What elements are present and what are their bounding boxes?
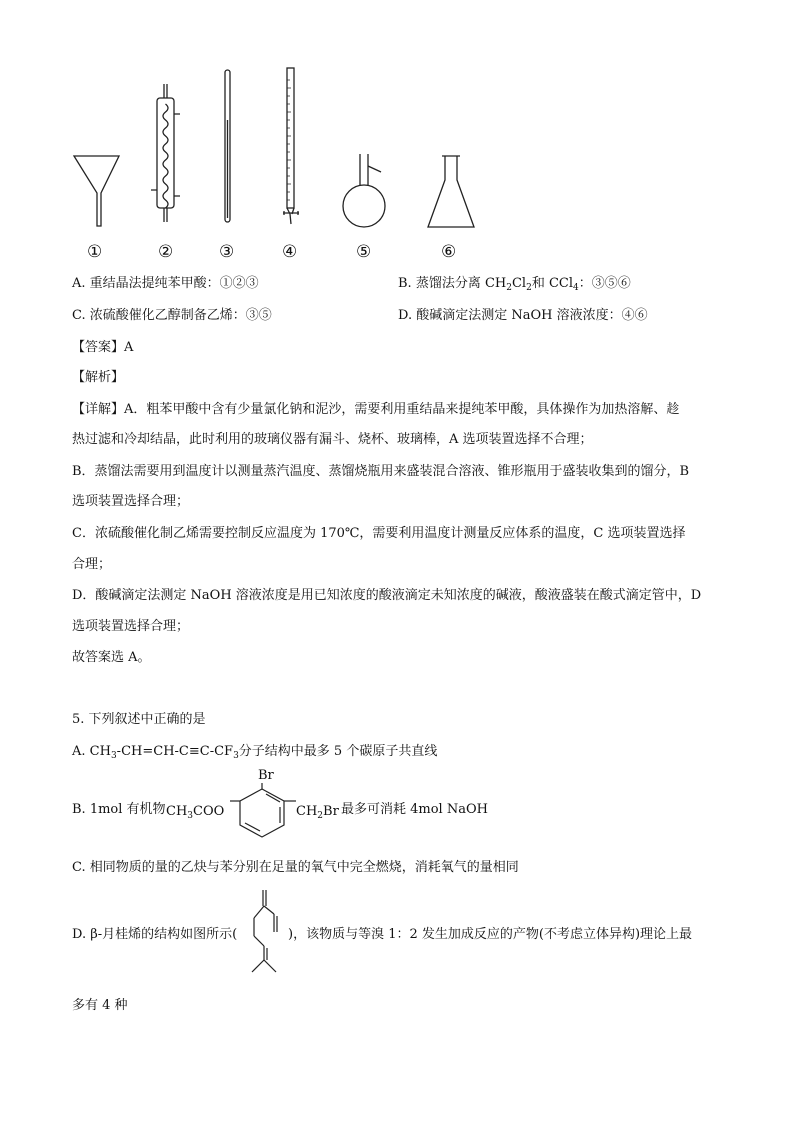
explain-line-7: D．酸碱滴定法测定 NaOH 溶液浓度是用已知浓度的酸液滴定未知浓度的碱液，酸液盛装在酸式滴定管中，D	[72, 588, 702, 603]
option-c: C. 浓硫酸催化乙醇制备乙烯：③⑤	[72, 308, 272, 323]
explain-line-9: 故答案选 A。	[72, 650, 151, 665]
q5-option-d-continuation: 多有 4 种	[72, 998, 128, 1013]
benzene-ring-structure	[226, 783, 298, 839]
explain-line-1: 【详解】A．粗苯甲酸中含有少量氯化钠和泥沙，需要利用重结晶来提纯苯甲酸，具体操作为加热溶解、趁	[72, 402, 680, 417]
explain-line-5: C．浓硫酸催化制乙烯需要控制反应温度为 170℃，需要利用温度计测量反应体系的温度，C 选项装置选择	[72, 526, 686, 541]
apparatus-label-3: ③	[219, 242, 235, 262]
analysis-title: 【解析】	[72, 370, 125, 385]
apparatus-label-1: ①	[87, 242, 103, 262]
option-b: B. 蒸馏法分离 $CH_2Cl_2$和 CCl$_4$：③⑤⑥	[398, 276, 631, 293]
explain-line-4: 选项装置选择合理；	[72, 494, 190, 509]
q5-option-a: A. $CH_3-CH=CH-C\equiv C-CF_3$分子结构中最多 5 个碳原子共直线	[72, 744, 438, 761]
distillation-flask-icon	[343, 154, 385, 227]
q5-b-right-group: $CH_2Br$	[296, 804, 339, 821]
explain-line-6: 合理；	[72, 557, 112, 572]
question-5-stem: 5. 下列叙述中正确的是	[72, 712, 206, 727]
explain-line-2: 热过滤和冷却结晶，此时利用的玻璃仪器有漏斗、烧杯、玻璃棒，A 选项装置选择不合理；	[72, 432, 593, 447]
apparatus-label-4: ④	[282, 242, 298, 262]
condenser-icon	[151, 84, 180, 222]
apparatus-figure	[0, 0, 794, 270]
apparatus-label-6: ⑥	[441, 242, 457, 262]
answer-line: 【答案】A	[72, 340, 134, 355]
q5-option-d-prefix: D. β-月桂烯的结构如图所示(	[72, 927, 238, 942]
option-d: D. 酸碱滴定法测定 NaOH 溶液浓度：④⑥	[398, 308, 648, 323]
q5-option-b-prefix: B. 1mol 有机物	[72, 802, 166, 817]
q5-b-br-label: Br	[258, 768, 274, 783]
apparatus-label-2: ②	[158, 242, 174, 262]
thermometer-icon	[225, 70, 230, 222]
burette-icon	[283, 68, 299, 224]
q5-b-left-group: $CH_3COO$	[166, 804, 225, 821]
q5-option-c: C. 相同物质的量的乙炔与苯分别在足量的氧气中完全燃烧，消耗氧气的量相同	[72, 860, 519, 875]
funnel-icon	[74, 156, 119, 226]
q5-b-tail: 最多可消耗 4mol NaOH	[341, 802, 488, 817]
erlenmeyer-flask-icon	[428, 156, 474, 227]
explain-line-3: B．蒸馏法需要用到温度计以测量蒸汽温度、蒸馏烧瓶用来盛装混合溶液、锥形瓶用于盛装收集到的馏分，B	[72, 464, 690, 479]
apparatus-label-5: ⑤	[356, 242, 372, 262]
myrcene-structure	[238, 888, 288, 984]
explain-line-8: 选项装置选择合理；	[72, 619, 190, 634]
option-a: A. 重结晶法提纯苯甲酸：①②③	[72, 276, 259, 291]
q5-option-d-text: )，该物质与等溴 1：2 发生加成反应的产物(不考虑立体异构)理论上最	[288, 927, 693, 942]
